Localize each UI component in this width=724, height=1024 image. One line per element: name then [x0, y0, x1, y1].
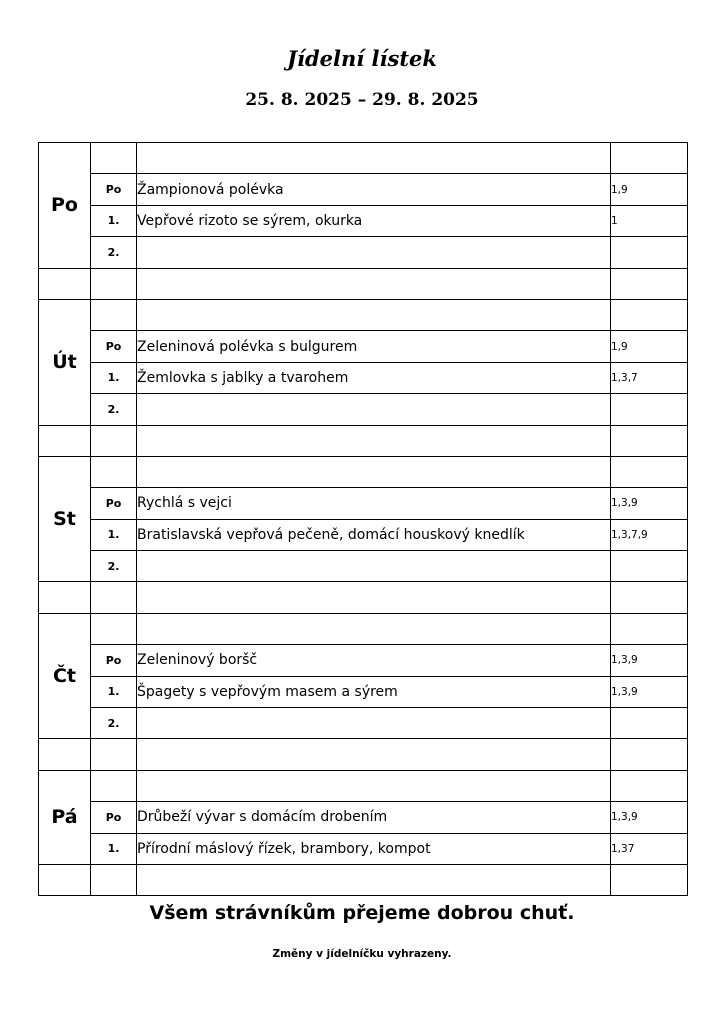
table-row: [39, 237, 688, 268]
row-code: 1.: [91, 205, 137, 236]
dish-name: [137, 708, 611, 739]
allergen-codes: 1,3,9: [611, 676, 688, 707]
page-title: Jídelní lístek: [287, 46, 437, 71]
table-row: [39, 708, 688, 739]
table-row: [39, 770, 688, 801]
spacer-row: [39, 425, 688, 456]
dish-name: Rychlá s vejci: [137, 488, 611, 519]
allergen-codes: 1,3,9: [611, 488, 688, 519]
allergen-codes: [611, 237, 688, 268]
allergen-codes: 1,3,7: [611, 362, 688, 393]
row-code: 1.: [91, 676, 137, 707]
allergen-codes: 1,3,7,9: [611, 519, 688, 550]
row-code: Po: [91, 174, 137, 205]
menu-table: [38, 142, 688, 896]
table-row: [39, 394, 688, 425]
table-row: [39, 676, 688, 707]
table-row: [39, 833, 688, 864]
row-code: 1.: [91, 362, 137, 393]
row-code: Po: [91, 488, 137, 519]
row-code: Po: [91, 331, 137, 362]
table-row: [39, 299, 688, 330]
allergen-codes: [611, 394, 688, 425]
row-code: 1.: [91, 833, 137, 864]
day-label-thursday: Čt: [39, 613, 91, 739]
spacer-row: [39, 864, 688, 895]
row-code: 2.: [91, 237, 137, 268]
dish-name: Špagety s vepřovým masem a sýrem: [137, 676, 611, 707]
row-code: 2.: [91, 551, 137, 582]
dish-name: Bratislavská vepřová pečeně, domácí houskový knedlík: [137, 519, 611, 550]
allergen-codes: 1,3,9: [611, 802, 688, 833]
allergen-codes: 1: [611, 205, 688, 236]
allergen-codes: 1,3,9: [611, 645, 688, 676]
table-row: [39, 802, 688, 833]
closing-wish: Všem strávníkům přejeme dobrou chuť.: [149, 902, 575, 924]
row-code: Po: [91, 802, 137, 833]
dish-name: [137, 394, 611, 425]
row-code: 2.: [91, 708, 137, 739]
day-label-wednesday: St: [39, 456, 91, 582]
date-range: 25. 8. 2025 – 29. 8. 2025: [245, 90, 479, 110]
table-row: [39, 143, 688, 174]
table-row: [39, 519, 688, 550]
allergen-codes: 1,9: [611, 174, 688, 205]
day-label-friday: Pá: [39, 770, 91, 864]
dish-name: Zeleninový boršč: [137, 645, 611, 676]
dish-name: Drůbeží vývar s domácím drobením: [137, 802, 611, 833]
table-row: [39, 456, 688, 487]
row-code: Po: [91, 645, 137, 676]
dish-name: [137, 237, 611, 268]
spacer-row: [39, 268, 688, 299]
row-code: 1.: [91, 519, 137, 550]
row-code: 2.: [91, 394, 137, 425]
day-label-tuesday: Út: [39, 299, 91, 425]
allergen-codes: [611, 551, 688, 582]
table-row: [39, 362, 688, 393]
spacer-row: [39, 739, 688, 770]
dish-name: Žemlovka s jablky a tvarohem: [137, 362, 611, 393]
table-row: [39, 488, 688, 519]
spacer-row: [39, 582, 688, 613]
table-row: [39, 331, 688, 362]
day-label-monday: Po: [39, 143, 91, 269]
table-row: [39, 645, 688, 676]
allergen-codes: 1,37: [611, 833, 688, 864]
dish-name: Zeleninová polévka s bulgurem: [137, 331, 611, 362]
disclaimer-note: Změny v jídelníčku vyhrazeny.: [272, 948, 452, 960]
dish-name: Vepřové rizoto se sýrem, okurka: [137, 205, 611, 236]
table-row: [39, 551, 688, 582]
allergen-codes: 1,9: [611, 331, 688, 362]
table-row: [39, 205, 688, 236]
table-row: [39, 174, 688, 205]
dish-name: Přírodní máslový řízek, brambory, kompot: [137, 833, 611, 864]
dish-name: Žampionová polévka: [137, 174, 611, 205]
table-row: [39, 613, 688, 644]
dish-name: [137, 551, 611, 582]
allergen-codes: [611, 708, 688, 739]
